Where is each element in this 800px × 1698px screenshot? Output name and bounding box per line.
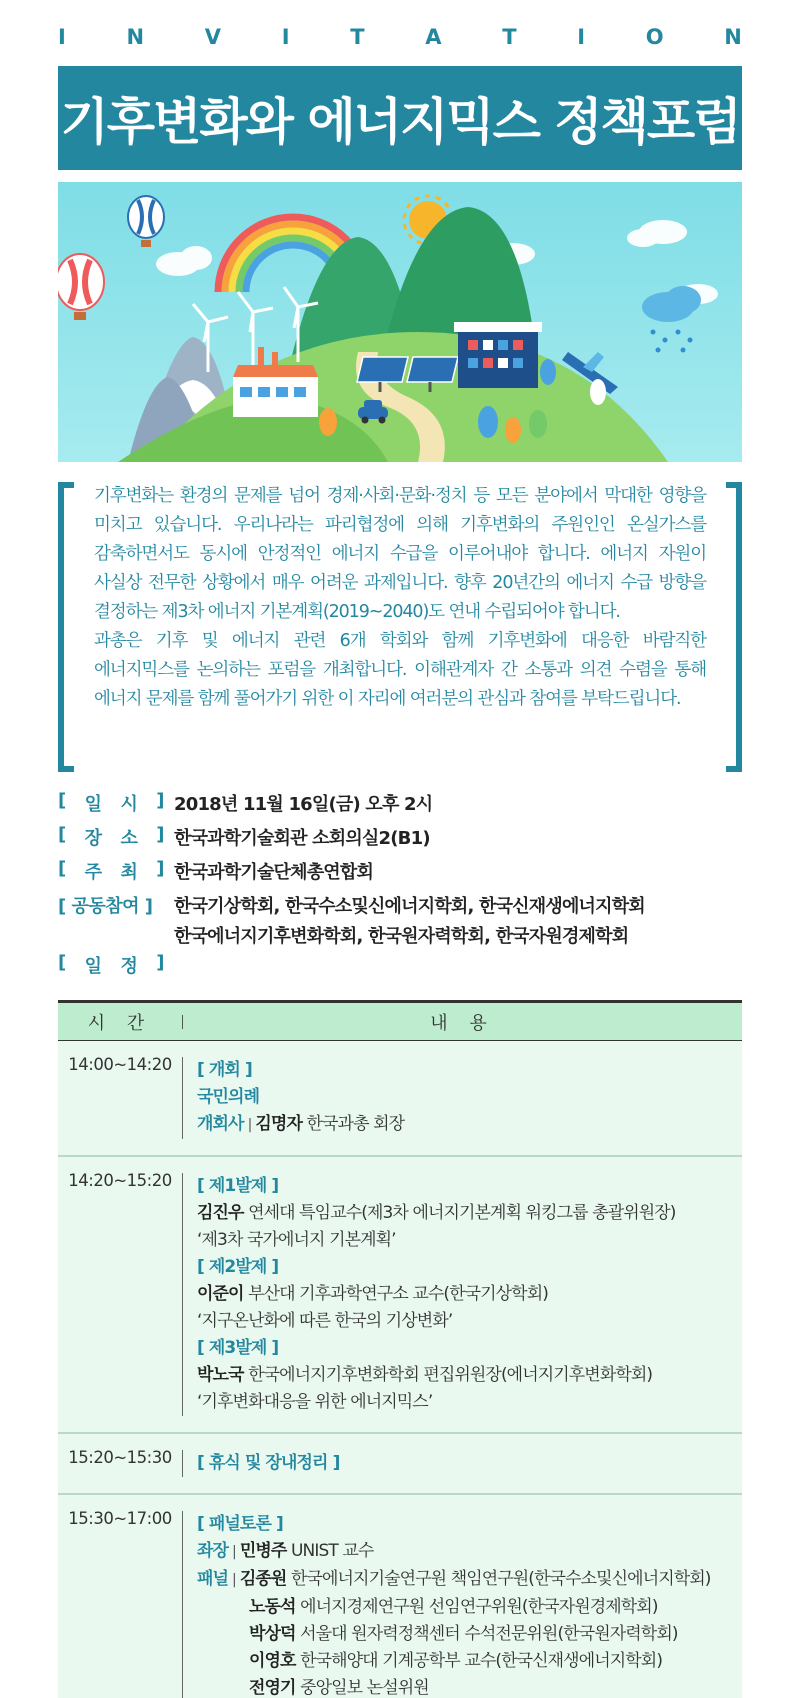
pipe-divider: | xyxy=(247,1117,252,1133)
panelist-role: 중앙일보 논설위원 xyxy=(300,1678,429,1698)
label-char: [ xyxy=(58,858,66,879)
session-tag: [ 패널토론 ] xyxy=(197,1514,283,1534)
chair-role: UNIST 교수 xyxy=(290,1541,374,1561)
chair-name: 민병주 xyxy=(239,1541,287,1561)
talk-topic: ‘제3차 국가에너지 기본계획’ xyxy=(197,1230,396,1250)
presenter-line xyxy=(197,1362,742,1389)
info-label xyxy=(58,824,166,850)
label-char: 시 xyxy=(120,794,138,815)
panelist-role: 한국해양대 기계공학부 교수(한국신재생에너지학회) xyxy=(300,1651,663,1671)
panelist-name: 노동석 xyxy=(249,1597,296,1617)
row-time: 14:00~14:20 xyxy=(68,1055,172,1074)
label-char: 소 xyxy=(120,828,138,849)
presenter-role: 한국에너지기후변화학회 편집위원장(에너지기후변화학회) xyxy=(248,1365,653,1385)
partners-line: 한국에너지기후변화학회, 한국원자력학회, 한국자원경제학회 xyxy=(174,926,629,947)
panelist-role: 에너지경제연구원 선임연구위원(한국자원경제학회) xyxy=(300,1597,658,1617)
invitation-letter: I xyxy=(281,25,290,49)
table-row xyxy=(58,1155,742,1432)
presenter-name: 김진우 xyxy=(197,1203,244,1223)
row-time: 15:30~17:00 xyxy=(68,1509,172,1528)
presenter-role: 부산대 기후과학연구소 교수(한국기상학회) xyxy=(248,1284,548,1304)
label-char: ] xyxy=(156,790,164,811)
panelist-name: 박상덕 xyxy=(249,1624,296,1644)
schedule-table xyxy=(58,1000,742,1698)
ceremony-label: 국민의례 xyxy=(197,1087,260,1107)
info-row-date xyxy=(58,790,742,824)
row-content xyxy=(182,1173,742,1416)
label-char: 장 xyxy=(84,828,102,849)
label-char: [ xyxy=(58,952,66,973)
header-content: 내 용 xyxy=(430,1012,495,1034)
table-row xyxy=(58,1040,742,1155)
label-char: 최 xyxy=(120,862,138,883)
eco-energy-illustration xyxy=(58,182,742,462)
label-char: 일 xyxy=(84,956,102,977)
info-row-schedule xyxy=(58,952,742,986)
invitation-letter: I xyxy=(58,25,66,49)
partners-line: 한국기상학회, 한국수소및신에너지학회, 한국신재생에너지학회 xyxy=(174,896,645,917)
panelist-line xyxy=(197,1594,742,1621)
row-content xyxy=(182,1450,742,1477)
panelist-name: 김종원 xyxy=(239,1569,287,1589)
label-char: [ xyxy=(58,790,66,811)
panelist-line xyxy=(197,1566,742,1594)
session-tag: [ 제2발제 ] xyxy=(197,1257,279,1277)
info-label: [ 공동참여 ] xyxy=(58,896,153,917)
label-char: [ xyxy=(58,824,66,845)
speech-line xyxy=(197,1111,742,1139)
invitation-letter: V xyxy=(204,25,222,49)
speech-label: 개회사 xyxy=(197,1114,244,1134)
row-content xyxy=(182,1057,742,1139)
info-value-place: 한국과학기술회관 소회의실2(B1) xyxy=(174,828,430,849)
invitation-letter: A xyxy=(425,25,442,49)
session-tag: [ 제1발제 ] xyxy=(197,1176,279,1196)
intro-paragraph: 과총은 기후 및 에너지 관련 6개 학회와 함께 기후변화에 대응한 바람직한 에너지믹스를 논의하는 포럼을 개최합니다. 이해관계자 간 소통과 의견 수렴을 통해 에너지 문제를 함께 풀어가기 위한 이 자리에 여러분의 관심과 참여를 부탁드립니다. xyxy=(94,631,706,709)
invitation-letter: I xyxy=(577,25,586,49)
table-header xyxy=(58,1000,742,1040)
presenter-line xyxy=(197,1281,742,1308)
invitation-letter: N xyxy=(126,25,145,49)
panelist-role: 서울대 원자력정책센터 수석전문위원(한국원자력학회) xyxy=(300,1624,678,1644)
label-char: ] xyxy=(156,952,164,973)
pipe-divider: | xyxy=(232,1572,236,1588)
label-char: 정 xyxy=(120,956,138,977)
label-char: ] xyxy=(156,824,164,845)
info-label xyxy=(58,790,166,816)
info-row-place xyxy=(58,824,742,858)
session-tag: [ 개회 ] xyxy=(197,1060,252,1080)
title-banner xyxy=(58,66,742,170)
panelist-line xyxy=(197,1648,742,1675)
session-tag: [ 휴식 및 장내정리 ] xyxy=(197,1453,340,1473)
invitation-heading xyxy=(58,20,742,54)
header-time: 시 간 xyxy=(87,1012,153,1034)
panel-label: 패널 xyxy=(197,1569,229,1589)
intro-text xyxy=(94,482,706,714)
talk-topic: ‘지구온난화에 따른 한국의 기상변화’ xyxy=(197,1311,453,1331)
row-time: 15:20~15:30 xyxy=(68,1448,172,1467)
intro-paragraph: 기후변화는 환경의 문제를 넘어 경제·사회·문화·정치 등 모든 분야에서 막대한 영향을 미치고 있습니다. 우리나라는 파리협정에 의해 기후변화의 주원인인 온실가스를 감축하면서도 동시에 안정적인 에너지 수급을 이루어내야 합니다. 에너지 자원이 사실상 전무한 상황에서 매우 어려운 과제입니다. 향후 20년간의 에너지 수급 방향을 결정하는 제3차 에너지 기본계획(2019~2040)도 연내 수립되어야 합니다. xyxy=(94,486,706,622)
chair-label: 좌장 xyxy=(197,1541,229,1561)
label-char: ] xyxy=(156,858,164,879)
session-tag: [ 제3발제 ] xyxy=(197,1338,279,1358)
label-char: 주 xyxy=(84,862,102,883)
invitation-letter: T xyxy=(502,25,517,49)
chair-line xyxy=(197,1538,742,1566)
panelist-line xyxy=(197,1675,742,1698)
building-icon xyxy=(454,322,542,388)
info-label xyxy=(58,858,166,884)
talk-topic: ‘기후변화대응을 위한 에너지믹스’ xyxy=(197,1392,433,1412)
info-value-date: 2018년 11월 16일(금) 오후 2시 xyxy=(174,794,433,815)
row-time: 14:20~15:20 xyxy=(68,1171,172,1190)
right-bracket xyxy=(726,482,742,772)
speaker-name: 김명자 xyxy=(255,1114,302,1134)
info-row-host xyxy=(58,858,742,892)
presenter-name: 이준이 xyxy=(197,1284,244,1304)
info-row-partners xyxy=(58,892,742,952)
panelist-name: 이영호 xyxy=(249,1651,296,1671)
info-value-partners xyxy=(166,892,742,952)
hero-illustration xyxy=(58,182,742,462)
invitation-letter: O xyxy=(645,25,664,49)
label-char: 일 xyxy=(84,794,102,815)
pipe-divider: | xyxy=(232,1544,236,1560)
presenter-line xyxy=(197,1200,742,1227)
info-value-host: 한국과학기술단체총연합회 xyxy=(174,862,374,883)
speaker-role: 한국과총 회장 xyxy=(306,1114,405,1134)
panelist-line xyxy=(197,1621,742,1648)
panelist-name: 전영기 xyxy=(249,1678,296,1698)
table-row xyxy=(58,1493,742,1698)
table-row xyxy=(58,1432,742,1493)
invitation-letter: N xyxy=(724,25,742,49)
left-bracket xyxy=(58,482,74,772)
intro-section xyxy=(58,482,742,772)
event-info xyxy=(58,790,742,986)
presenter-name: 박노국 xyxy=(197,1365,244,1385)
page-title: 기후변화와 에너지믹스 정책포럼 xyxy=(60,93,740,151)
presenter-role: 연세대 특임교수(제3차 에너지기본계획 워킹그룹 총괄위원장) xyxy=(248,1203,676,1223)
row-content xyxy=(182,1511,742,1698)
info-label xyxy=(58,952,166,978)
invitation-letter: T xyxy=(350,25,365,49)
panelist-role: 한국에너지기술연구원 책임연구원(한국수소및신에너지학회) xyxy=(290,1569,711,1589)
